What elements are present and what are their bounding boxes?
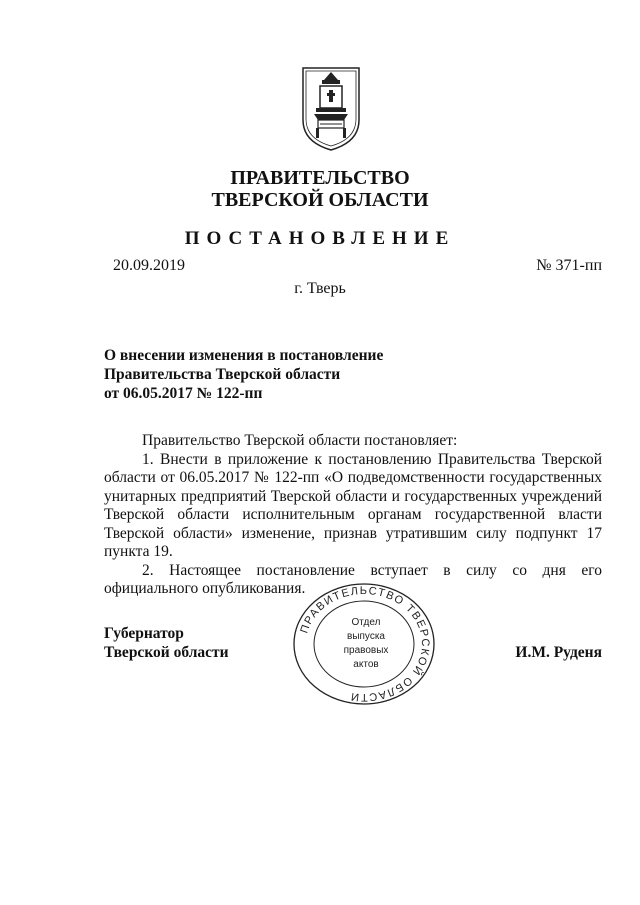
subject-line-1: О внесении изменения в постановление — [104, 347, 384, 364]
body-intro: Правительство Тверской области постановляет: — [142, 432, 458, 449]
document-city: г. Тверь — [294, 280, 346, 297]
document-date: 20.09.2019 — [113, 257, 185, 274]
document-number: № 371-пп — [536, 257, 602, 274]
subject-line-3: от 06.05.2017 № 122-пп — [104, 385, 263, 402]
org-name-line2: ТВЕРСКОЙ ОБЛАСТИ — [211, 189, 429, 211]
signatory-title-line-1: Губернатор — [104, 625, 184, 642]
stamp-line-2: выпуска — [347, 631, 385, 642]
org-name-line1: ПРАВИТЕЛЬСТВО — [230, 167, 410, 189]
document-subject — [104, 346, 383, 403]
stamp-line-1: Отдел — [351, 617, 381, 628]
document-body — [104, 432, 602, 599]
body-item-2: 2. Настоящее постановление вступает в силу со дня его официального опубликования. — [104, 561, 602, 597]
document-type: ПОСТАНОВЛЕНИЕ — [184, 228, 456, 249]
stamp-line-3: правовых — [343, 645, 389, 656]
signatory-name: И.М. Руденя — [515, 644, 602, 661]
signatory-title-line-2: Тверской области — [104, 644, 229, 661]
subject-line-2: Правительства Тверской области — [104, 366, 341, 383]
body-item-1: 1. Внести в приложение к постановлению Правительства Тверской области от 06.05.2017 № 122-пп «О подведомственности государственных унитарных предприятий Тверской области и государственных учреждений Тверской области исполнительным органам государственной власти Тверской области» изменение, признав утратившим силу подпункт 17 пункта 19. — [104, 450, 602, 560]
signatory-title — [104, 624, 229, 662]
stamp-ring-text: ПРАВИТЕЛЬСТВО ТВЕРСКОЙ ОБЛАСТИ — [298, 584, 432, 704]
coat-of-arms — [298, 62, 364, 152]
stamp-inner-text — [338, 616, 394, 672]
stamp-line-4: актов — [353, 659, 379, 670]
